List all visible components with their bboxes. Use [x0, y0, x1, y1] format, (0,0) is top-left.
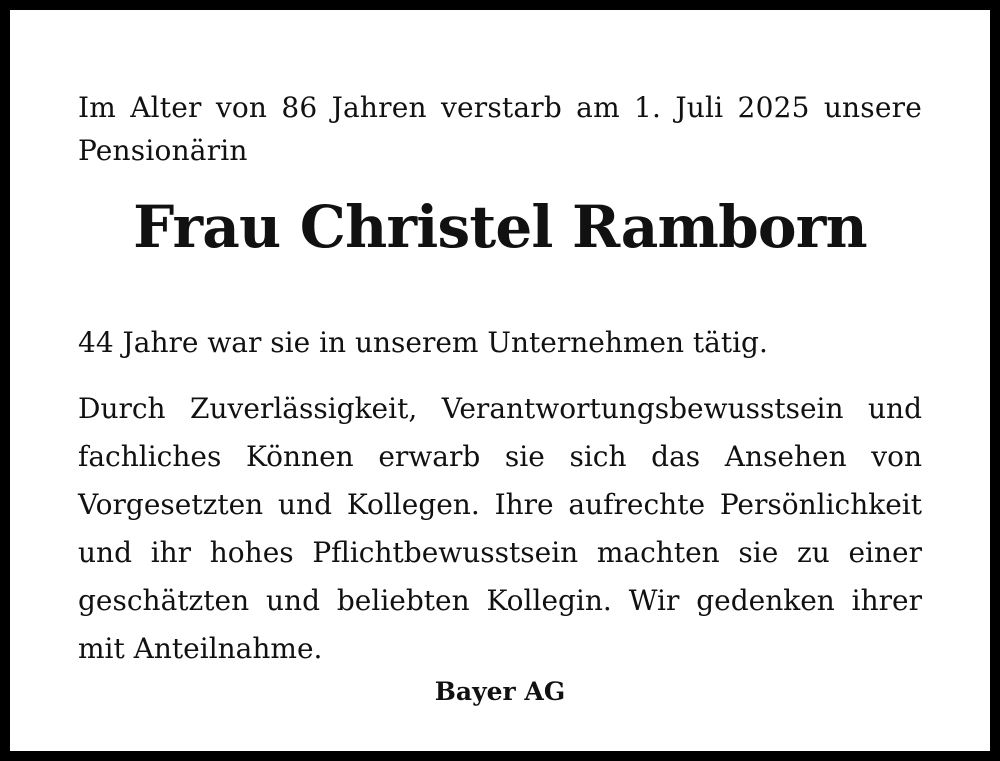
tribute-text: Durch Zuverlässigkeit, Verantwortungsbewusstsein und fachliches Können erwarb sie sich das Ansehen von Vorgesetzten und Kollegen. Ihre aufrechte Persönlichkeit und ihr hohes Pflichtbewusstsein machten sie zu einer geschätzten und beliebten Kollegin. Wir gedenken ihrer mit Anteilnahme.	[78, 392, 922, 665]
company-signature: Bayer AG	[434, 677, 566, 706]
employment-tenure-text: 44 Jahre war sie in unserem Unternehmen tätig.	[78, 326, 768, 359]
deceased-name: Frau Christel Ramborn	[133, 193, 867, 261]
death-announcement-text: Im Alter von 86 Jahren verstarb am 1. Juli 2025 unsere Pensionärin	[78, 91, 922, 167]
